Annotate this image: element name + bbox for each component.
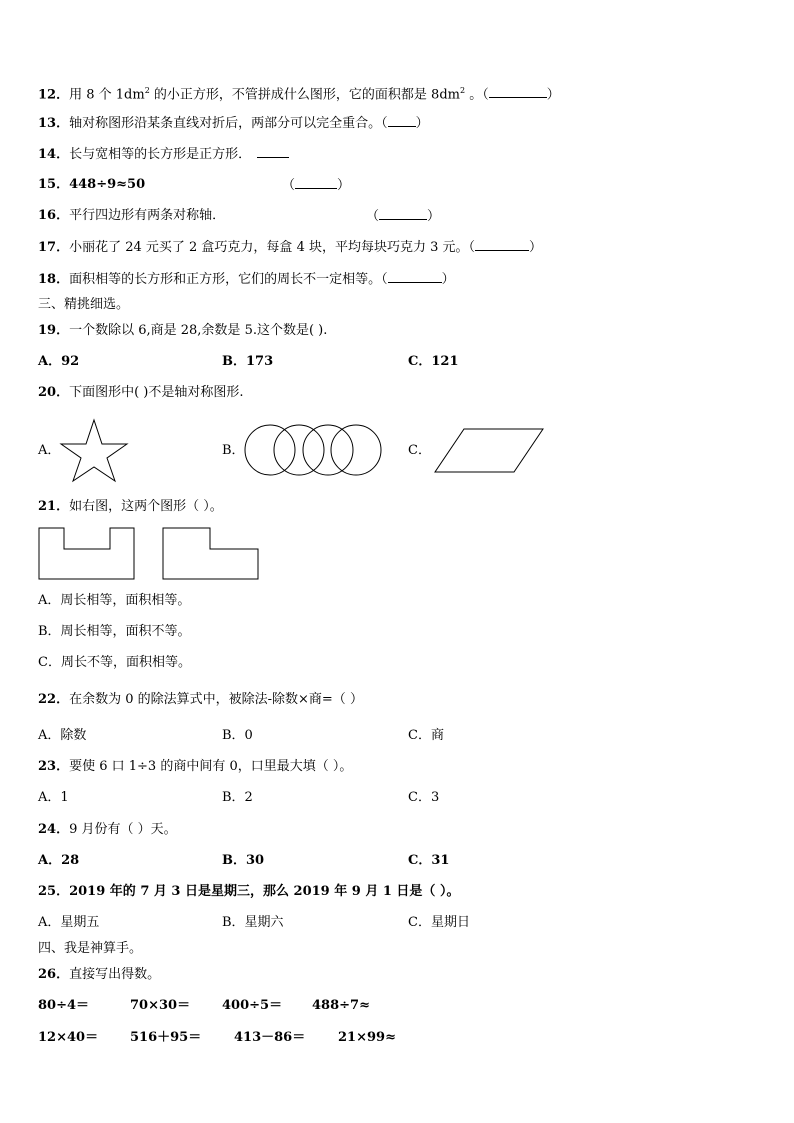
calc-item: 400÷5＝ xyxy=(222,998,283,1013)
option-a[interactable]: A．1 xyxy=(38,790,69,805)
question-text: 448÷9≈50 xyxy=(69,177,146,192)
answer-blank[interactable] xyxy=(388,270,442,283)
calc-item: 21×99≈ xyxy=(338,1030,396,1045)
calc-item: 488÷7≈ xyxy=(312,998,370,1013)
option-a[interactable]: A．除数 xyxy=(38,728,87,743)
question-number: 26． xyxy=(38,967,70,982)
question-text: 如右图，这两个图形（ ）。 xyxy=(69,499,223,514)
option-a[interactable]: A．周长相等，面积相等。 xyxy=(38,593,191,608)
section-heading-3: 三、精挑细选。 xyxy=(38,297,130,312)
question-text: 的小正方形，不管拼成什么图形，它的面积都是 xyxy=(149,87,432,103)
question-text: 轴对称图形沿某条直线对折后，两部分可以完全重合。（ xyxy=(69,116,388,131)
question-13 xyxy=(38,114,429,133)
question-25 xyxy=(38,883,459,901)
bracket-close: ） xyxy=(546,87,560,103)
question-number: 21． xyxy=(38,499,70,514)
calc-item: 70×30＝ xyxy=(130,998,191,1013)
unit-label: 1dm xyxy=(115,87,145,103)
option-c[interactable]: C．商 xyxy=(408,728,444,743)
question-text: 直接写出得数。 xyxy=(69,967,161,982)
option-b[interactable]: B．30 xyxy=(222,853,265,868)
question-number: 22． xyxy=(38,692,70,707)
answer-blank[interactable] xyxy=(475,238,529,251)
calc-item: 516＋95＝ xyxy=(130,1030,202,1045)
option-c[interactable]: C． xyxy=(408,443,431,458)
question-20 xyxy=(38,384,244,402)
question-text: 一个数除以 6,商是 28,余数是 5.这个数是( ). xyxy=(69,323,328,338)
parallelogram-icon xyxy=(434,428,546,474)
question-text: 2019 年的 7 月 3 日是星期三，那么 2019 年 9 月 1 日是（ ）。 xyxy=(69,884,460,899)
option-a[interactable]: A．28 xyxy=(38,853,80,868)
option-a[interactable]: A．92 xyxy=(38,354,80,369)
option-c[interactable]: C．121 xyxy=(408,354,459,369)
option-b[interactable]: B．173 xyxy=(222,354,274,369)
question-text: 要使 6 口 1÷3 的商中间有 0，口里最大填（ ）。 xyxy=(69,759,353,774)
question-24 xyxy=(38,821,177,839)
answer-blank[interactable] xyxy=(489,85,547,98)
question-text: 在余数为 0 的除法算式中，被除法-除数×商=（ ） xyxy=(69,692,363,707)
question-14 xyxy=(38,145,289,164)
question-text: 用 8 个 xyxy=(69,87,116,103)
question-23 xyxy=(38,758,352,776)
bracket-open: （ xyxy=(366,209,380,224)
option-b[interactable]: B．周长相等，面积不等。 xyxy=(38,624,191,639)
option-c[interactable]: C．星期日 xyxy=(408,915,470,930)
option-b[interactable]: B．2 xyxy=(222,790,253,805)
question-19 xyxy=(38,322,327,340)
question-16-bracket xyxy=(366,207,440,226)
calc-item: 12×40＝ xyxy=(38,1030,99,1045)
question-text: 。（ xyxy=(465,87,489,103)
question-number: 20． xyxy=(38,385,70,400)
question-text: 小丽花了 24 元买了 2 盒巧克力，每盒 4 块，平均每块巧克力 3 元。（ xyxy=(69,240,476,255)
option-a[interactable]: A． xyxy=(38,443,61,458)
question-15-bracket xyxy=(282,176,350,195)
superscript: 2 xyxy=(144,86,150,95)
bracket-close: ） xyxy=(427,209,441,224)
question-number: 13． xyxy=(38,116,70,131)
bracket-open: （ xyxy=(282,178,296,193)
question-number: 15． xyxy=(38,177,70,192)
question-text: 长与宽相等的长方形是正方形． xyxy=(69,147,252,162)
calc-item: 80÷4＝ xyxy=(38,998,90,1013)
question-number: 24． xyxy=(38,822,70,837)
question-number: 19． xyxy=(38,323,70,338)
question-number: 18． xyxy=(38,272,70,287)
superscript: 2 xyxy=(459,86,466,95)
question-number: 16． xyxy=(38,208,70,223)
question-21 xyxy=(38,498,223,516)
section-heading-4: 四、我是神算手。 xyxy=(38,941,143,956)
question-number: 12． xyxy=(38,87,70,103)
bracket-close: ） xyxy=(415,116,429,131)
question-15 xyxy=(38,176,145,194)
calc-item: 413－86＝ xyxy=(234,1030,306,1045)
bracket-close: ） xyxy=(441,272,455,287)
question-text: 平行四边形有两条对称轴． xyxy=(69,208,226,223)
option-c[interactable]: C．3 xyxy=(408,790,440,805)
bracket-close: ） xyxy=(529,240,543,255)
star-shape-icon xyxy=(60,418,130,482)
question-text: 下面图形中( )不是轴对称图形. xyxy=(69,385,244,400)
option-a[interactable]: A．星期五 xyxy=(38,915,100,930)
question-18 xyxy=(38,270,455,289)
option-b[interactable]: B．0 xyxy=(222,728,253,743)
question-number: 14． xyxy=(38,147,70,162)
u-shape-figure xyxy=(38,527,136,581)
option-c[interactable]: C．周长不等，面积相等。 xyxy=(38,655,191,670)
answer-blank[interactable] xyxy=(295,176,337,189)
question-text: 面积相等的长方形和正方形，它们的周长不一定相等。（ xyxy=(69,272,388,287)
bracket-close: ） xyxy=(337,178,351,193)
option-b[interactable]: B．星期六 xyxy=(222,915,284,930)
question-17 xyxy=(38,238,542,257)
answer-blank[interactable] xyxy=(388,114,416,127)
question-22 xyxy=(38,691,363,709)
four-overlapping-circles-icon xyxy=(244,424,384,478)
question-12 xyxy=(38,82,560,104)
question-text: 9 月份有（ ）天。 xyxy=(69,822,177,837)
unit-label: 8dm xyxy=(431,87,460,103)
option-b[interactable]: B． xyxy=(222,443,245,458)
l-shape-figure xyxy=(162,527,260,581)
question-16 xyxy=(38,207,225,225)
question-number: 23． xyxy=(38,759,70,774)
question-number: 25． xyxy=(38,884,70,899)
option-c[interactable]: C．31 xyxy=(408,853,450,868)
question-26 xyxy=(38,966,160,984)
answer-blank[interactable] xyxy=(379,207,427,220)
answer-blank[interactable] xyxy=(257,145,289,158)
question-number: 17． xyxy=(38,240,70,255)
